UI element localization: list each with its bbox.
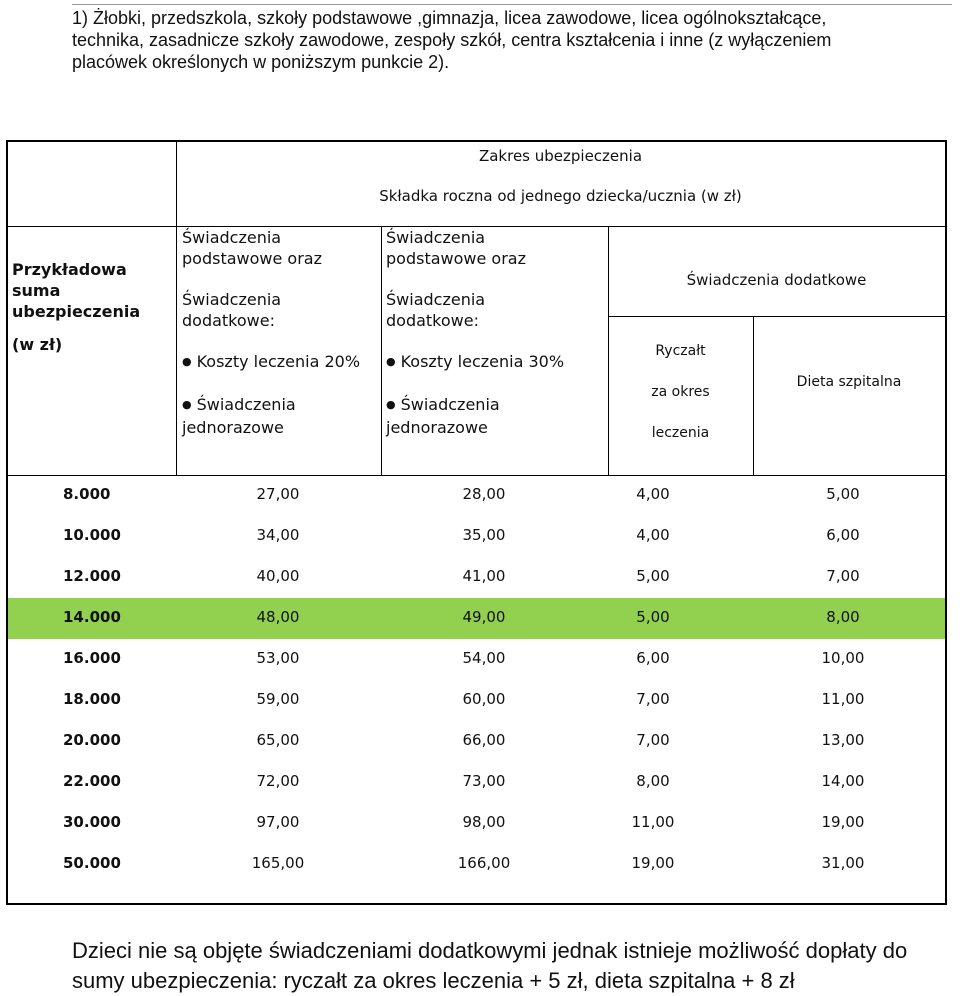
cell-hospital-diet: 10,00 bbox=[821, 649, 865, 667]
cell-premium-30: 60,00 bbox=[462, 690, 506, 708]
intro-line-3: placówek określonych w poniższym punkcie 2). bbox=[72, 52, 450, 72]
premium-table bbox=[6, 140, 947, 905]
header-line: Świadczenia bbox=[386, 290, 486, 309]
intro-line-2: technika, zasadnicze szkoły zawodowe, zespoły szkół, centra kształcenia i inne (z wyłączeniem bbox=[72, 30, 832, 50]
bullet-item: ● Koszty leczenia 20% bbox=[182, 351, 378, 374]
cell-lump-sum: 19,00 bbox=[631, 854, 675, 872]
table-row bbox=[8, 803, 945, 844]
cell-hospital-diet: 14,00 bbox=[821, 772, 865, 790]
cell-sum: 50.000 bbox=[63, 854, 121, 872]
cell-sum: 18.000 bbox=[63, 690, 121, 708]
table-row bbox=[8, 762, 945, 803]
header-line: leczenia bbox=[651, 425, 710, 441]
table-row bbox=[8, 844, 945, 885]
table-row bbox=[8, 475, 945, 516]
cell-premium-30: 66,00 bbox=[462, 731, 506, 749]
cell-premium-30: 49,00 bbox=[462, 608, 506, 626]
cell-premium-20: 72,00 bbox=[256, 772, 300, 790]
cell-premium-20: 27,00 bbox=[256, 485, 300, 503]
header-line: dodatkowe: bbox=[386, 311, 479, 330]
cell-hospital-diet: 7,00 bbox=[826, 567, 860, 585]
cell-sum: 22.000 bbox=[63, 772, 121, 790]
cell-lump-sum: 4,00 bbox=[636, 485, 670, 503]
footer-note bbox=[72, 936, 960, 996]
cell-hospital-diet: 8,00 bbox=[826, 608, 860, 626]
cell-lump-sum: 5,00 bbox=[636, 608, 670, 626]
cell-sum: 14.000 bbox=[63, 608, 121, 626]
header-line: za okres bbox=[651, 384, 710, 400]
intro-line-1: 1) Żłobki, przedszkola, szkoły podstawowe ,gimnazja, licea zawodowe, licea ogólnokształcące, bbox=[72, 8, 827, 28]
cell-premium-30: 73,00 bbox=[462, 772, 506, 790]
footer-line-1: Dzieci nie są objęte świadczeniami dodatkowymi jednak istnieje możliwość dopłaty do bbox=[72, 938, 908, 963]
cell-sum: 20.000 bbox=[63, 731, 121, 749]
cell-lump-sum: 4,00 bbox=[636, 526, 670, 544]
header-variant-30 bbox=[386, 227, 606, 438]
divider bbox=[753, 316, 754, 475]
cell-sum: 10.000 bbox=[63, 526, 121, 544]
cell-premium-20: 65,00 bbox=[256, 731, 300, 749]
header-variant-20 bbox=[182, 227, 378, 438]
header-line: Świadczenia bbox=[386, 228, 486, 247]
header-sum-insured bbox=[12, 259, 172, 355]
header-line: dodatkowe: bbox=[182, 311, 275, 330]
header-additional-benefits: Świadczenia dodatkowe bbox=[686, 271, 867, 289]
cell-premium-20: 59,00 bbox=[256, 690, 300, 708]
cell-premium-30: 35,00 bbox=[462, 526, 506, 544]
cell-lump-sum: 8,00 bbox=[636, 772, 670, 790]
cell-lump-sum: 6,00 bbox=[636, 649, 670, 667]
intro-paragraph bbox=[72, 4, 952, 73]
cell-premium-30: 41,00 bbox=[462, 567, 506, 585]
bullet-item-continued: jednorazowe bbox=[182, 418, 284, 437]
header-premium: Składka roczna od jednego dziecka/ucznia (w zł) bbox=[379, 187, 742, 205]
cell-premium-30: 166,00 bbox=[457, 854, 511, 872]
header-hospital-diet: Dieta szpitalna bbox=[796, 374, 902, 390]
cell-lump-sum: 11,00 bbox=[631, 813, 675, 831]
footer-line-2: sumy ubezpieczenia: ryczałt za okres leczenia + 5 zł, dieta szpitalna + 8 zł bbox=[72, 968, 795, 993]
cell-lump-sum: 7,00 bbox=[636, 731, 670, 749]
cell-lump-sum: 7,00 bbox=[636, 690, 670, 708]
cell-premium-30: 54,00 bbox=[462, 649, 506, 667]
cell-hospital-diet: 6,00 bbox=[826, 526, 860, 544]
cell-hospital-diet: 13,00 bbox=[821, 731, 865, 749]
header-scope: Zakres ubezpieczenia bbox=[478, 147, 643, 165]
cell-hospital-diet: 19,00 bbox=[821, 813, 865, 831]
bullet-item-continued: jednorazowe bbox=[386, 418, 488, 437]
table-row bbox=[8, 557, 945, 598]
cell-sum: 8.000 bbox=[63, 485, 111, 503]
cell-premium-20: 40,00 bbox=[256, 567, 300, 585]
cell-sum: 12.000 bbox=[63, 567, 121, 585]
divider bbox=[608, 316, 945, 317]
cell-premium-20: 53,00 bbox=[256, 649, 300, 667]
cell-premium-30: 98,00 bbox=[462, 813, 506, 831]
cell-sum: 16.000 bbox=[63, 649, 121, 667]
divider bbox=[381, 226, 382, 475]
table-row bbox=[8, 721, 945, 762]
cell-premium-20: 97,00 bbox=[256, 813, 300, 831]
cell-premium-20: 165,00 bbox=[251, 854, 305, 872]
header-line: podstawowe oraz bbox=[182, 249, 322, 268]
cell-hospital-diet: 31,00 bbox=[821, 854, 865, 872]
table-row bbox=[8, 639, 945, 680]
cell-hospital-diet: 5,00 bbox=[826, 485, 860, 503]
header-line: Świadczenia bbox=[182, 290, 282, 309]
cell-premium-20: 34,00 bbox=[256, 526, 300, 544]
header-sum-line: (w zł) bbox=[12, 335, 63, 354]
bullet-item: ● Świadczenia bbox=[182, 394, 378, 417]
header-line: Świadczenia bbox=[182, 228, 282, 247]
table-row-highlighted bbox=[8, 598, 945, 639]
cell-premium-20: 48,00 bbox=[256, 608, 300, 626]
cell-premium-30: 28,00 bbox=[462, 485, 506, 503]
bullet-item: ● Koszty leczenia 30% bbox=[386, 351, 606, 374]
header-sum-line: ubezpieczenia bbox=[12, 302, 141, 321]
cell-lump-sum: 5,00 bbox=[636, 567, 670, 585]
cell-sum: 30.000 bbox=[63, 813, 121, 831]
header-lump-sum bbox=[608, 331, 753, 454]
bullet-item: ● Świadczenia bbox=[386, 394, 606, 417]
table-row bbox=[8, 516, 945, 557]
header-sum-line: Przykładowa suma bbox=[12, 260, 127, 300]
table-row bbox=[8, 680, 945, 721]
header-line: Ryczałt bbox=[655, 343, 706, 359]
header-line: podstawowe oraz bbox=[386, 249, 526, 268]
cell-hospital-diet: 11,00 bbox=[821, 690, 865, 708]
